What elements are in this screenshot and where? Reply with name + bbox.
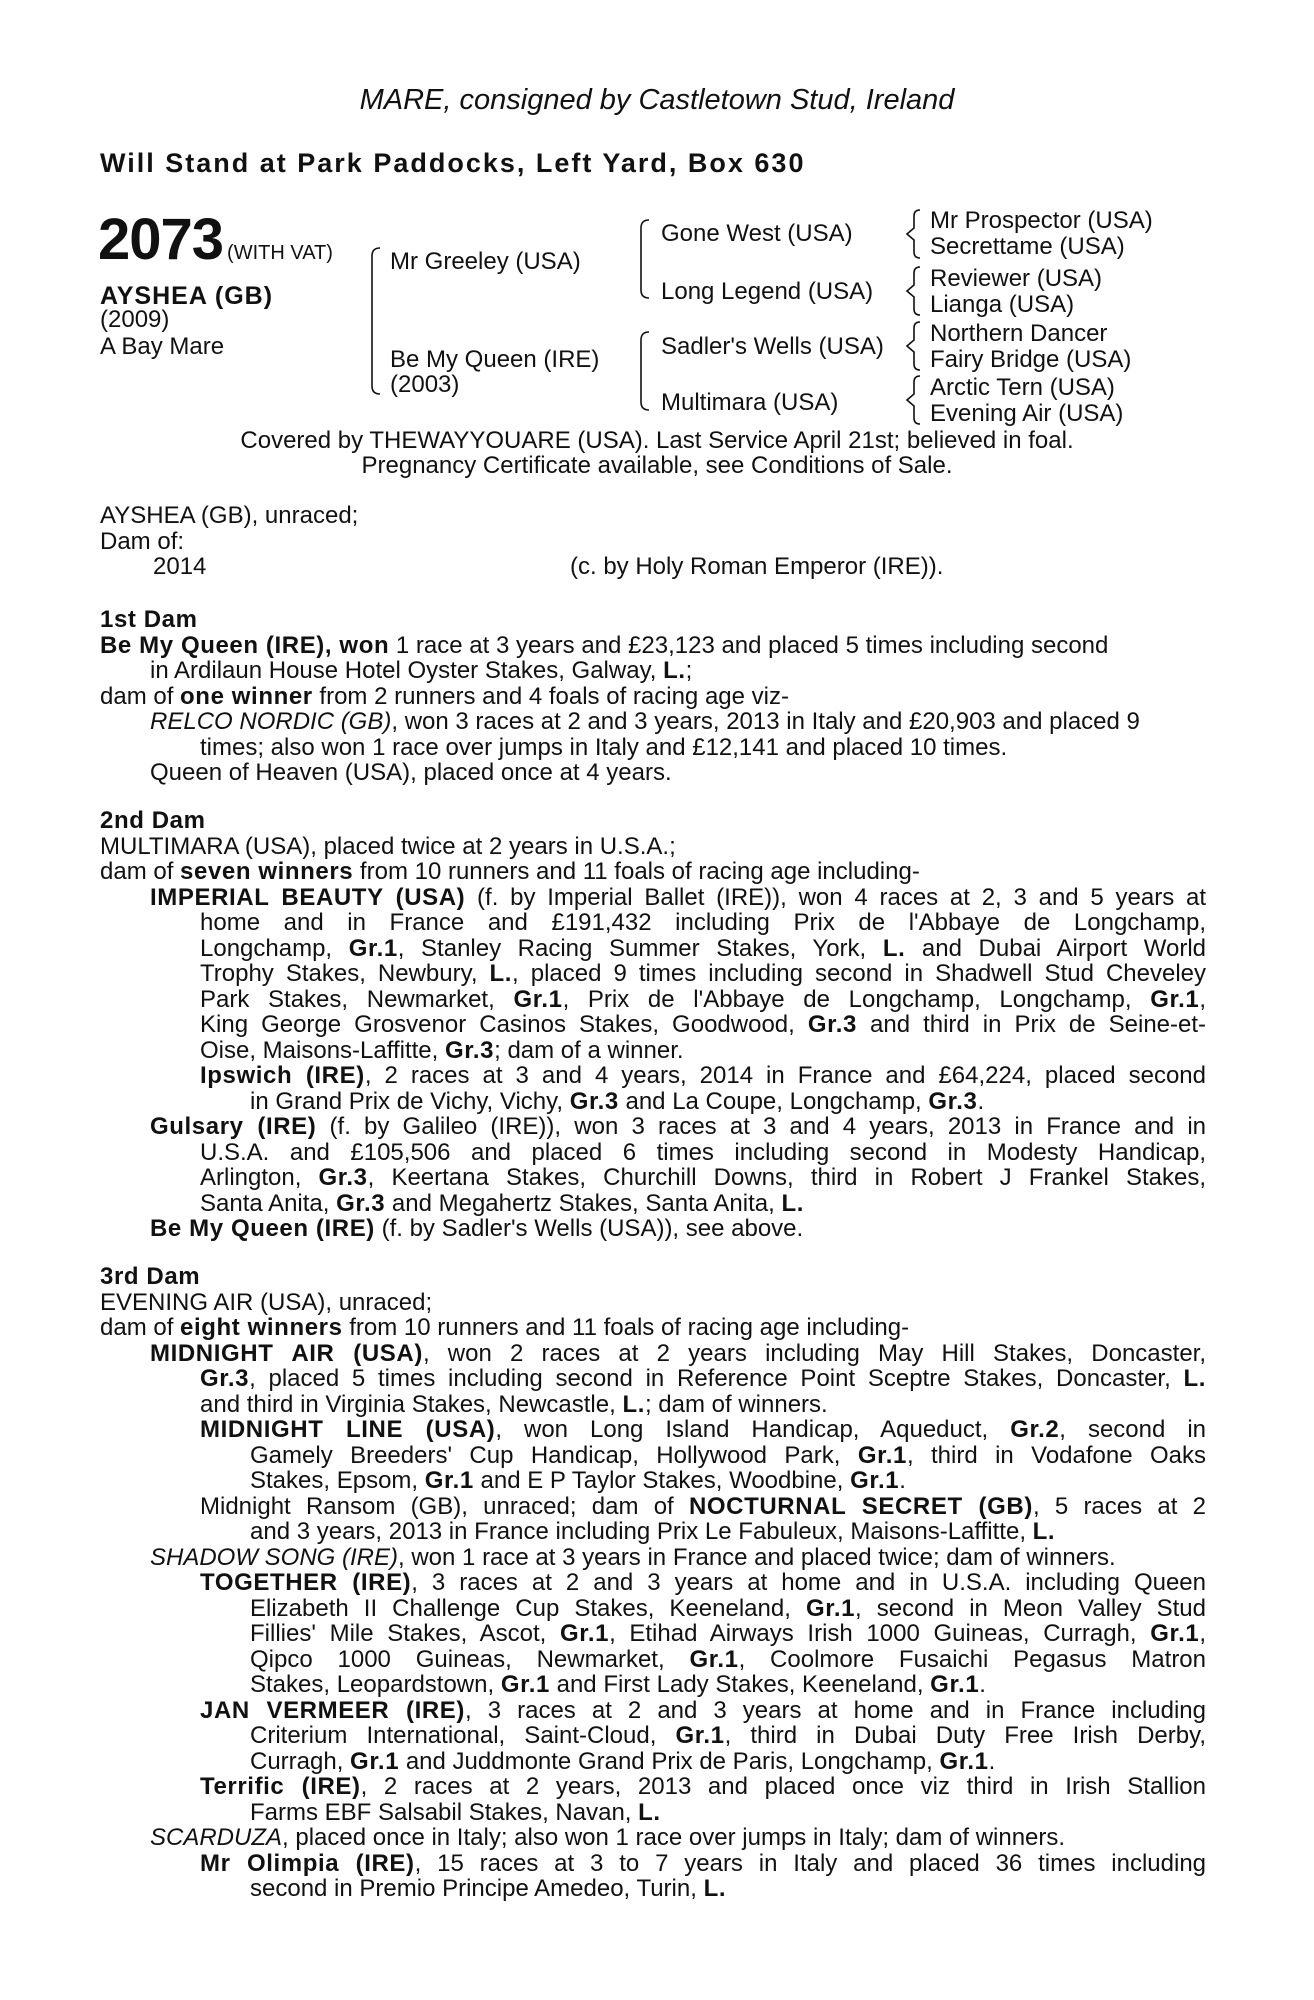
text-line: [100, 1038, 1206, 1064]
plain-text: , won 3 races at 2 and 3 years, 2013 in Italy and £20,903 and placed 9: [391, 708, 1140, 735]
text-line: [100, 1063, 1206, 1089]
bold-text: Gr.3: [318, 1164, 368, 1191]
pedigree-ss-dam: Secrettame (USA): [930, 233, 1125, 260]
plain-text: in Grand Prix de Vichy, Vichy,: [250, 1087, 570, 1115]
plain-text: second in Premio Principe Amedeo, Turin,: [250, 1875, 704, 1902]
pedigree-sd-dam: Lianga (USA): [930, 291, 1075, 318]
section-heading: 2nd Dam: [100, 807, 206, 834]
bold-text: Gr.1: [805, 1594, 856, 1622]
text-line: [100, 633, 1206, 659]
text-line: [100, 760, 1206, 786]
bold-text: Gr.1: [348, 934, 398, 962]
text-line: [100, 658, 1206, 684]
text-line: [100, 961, 1206, 987]
produce-record: [100, 503, 1206, 580]
text-line: [100, 1191, 1206, 1217]
bold-text: JAN VERMEER (IRE): [200, 1696, 465, 1724]
bold-text: L.: [1183, 1365, 1206, 1392]
pedigree-ss-sire: Mr Prospector (USA): [930, 207, 1153, 234]
plain-text: Trophy Stakes, Newbury,: [200, 960, 490, 987]
text-line: [100, 1290, 1206, 1316]
text-line: [100, 885, 1206, 911]
pedigree-brace-dam: [635, 330, 655, 414]
bold-text: Gr.1: [939, 1747, 989, 1775]
plain-text: (f. by Imperial Ballet (IRE)), won 4 races at 2, 3 and 5 years at: [465, 883, 1206, 911]
bold-text: L.: [781, 1189, 804, 1217]
lot-header: [98, 206, 333, 273]
pedigree-dd-sire: Arctic Tern (USA): [930, 374, 1115, 401]
bold-text: Be My Queen (IRE), won: [100, 631, 390, 659]
plain-text: Gamely Breeders' Cup Handicap, Hollywood Park,: [250, 1441, 858, 1469]
second-dam-section: [100, 808, 1206, 1242]
plain-text: , Prix de l'Abbaye de Longchamp, Longchamp,: [562, 985, 1151, 1013]
text-line: [100, 1851, 1206, 1877]
plain-text: , third in Dubai Duty Free Irish Derby,: [724, 1722, 1207, 1749]
italic-text: SCARDUZA: [150, 1824, 283, 1851]
plain-text: , 3 races at 2 and 3 years at home and in France including: [465, 1696, 1207, 1724]
text-line: [100, 684, 1206, 710]
text-line: [100, 1417, 1206, 1443]
text-line: [100, 1494, 1206, 1520]
plain-text: dam of: [100, 682, 181, 710]
pregnancy-note: Pregnancy Certificate available, see Conditions of Sale.: [361, 452, 953, 479]
plain-text: , 2 races at 3 and 4 years, 2014 in France and £64,224, placed second: [364, 1062, 1207, 1089]
text-line: [100, 1545, 1206, 1571]
bold-text: one winner: [180, 682, 313, 710]
plain-text: Santa Anita,: [200, 1189, 337, 1217]
bold-text: L.: [1032, 1518, 1056, 1545]
horse-description: A Bay Mare: [100, 333, 225, 360]
plain-text: and third in Prix de Seine-et-: [856, 1011, 1207, 1038]
third-dam-section: [100, 1264, 1206, 1902]
plain-text: , 2 races at 2 years, 2013 and placed once viz third in Irish Stallion: [360, 1773, 1206, 1800]
section-heading: 1st Dam: [100, 606, 198, 633]
text-line: [100, 1698, 1206, 1724]
bold-text: Gr.2: [1010, 1416, 1060, 1443]
plain-text: and Dubai Airport World: [905, 934, 1207, 962]
text-line: [100, 1647, 1206, 1673]
plain-text: , second in Meon Valley Stud: [855, 1594, 1206, 1622]
pedigree-dd-dam: Evening Air (USA): [930, 400, 1124, 427]
plain-text: and First Lady Stakes, Keeneland,: [549, 1671, 931, 1698]
text-line: [100, 1315, 1206, 1341]
pedigree-ds-dam: Fairy Bridge (USA): [930, 346, 1132, 373]
plain-text: ;: [685, 657, 693, 684]
bold-text: L.: [882, 934, 906, 962]
pedigree-brace-ds: [904, 320, 928, 374]
plain-text: 1 race at 3 years and £23,123 and placed 5 times including second: [389, 631, 1109, 659]
text-line: [100, 735, 1206, 761]
plain-text: , 15 races at 3 to 7 years in Italy and placed 36 times including: [414, 1849, 1207, 1877]
plain-text: and La Coupe, Longchamp,: [618, 1087, 929, 1115]
plain-text: U.S.A. and £105,506 and placed 6 times including second in Modesty Handicap,: [200, 1138, 1206, 1166]
text-line: [100, 1621, 1206, 1647]
pedigree-dam-sire: Sadler's Wells (USA): [661, 333, 884, 360]
covered-note: Covered by THEWAYYOUARE (USA). Last Service April 21st; believed in foal.: [240, 427, 1074, 454]
bold-text: Gr.3: [200, 1365, 250, 1392]
plain-text: ; dam of winners.: [644, 1390, 828, 1418]
bold-text: L.: [703, 1875, 727, 1902]
bold-text: Gr.1: [930, 1671, 980, 1698]
plain-text: (f. by Sadler's Wells (USA)), see above.: [374, 1215, 804, 1242]
text-line: [100, 1800, 1206, 1826]
bold-text: Ipswich (IRE): [200, 1062, 365, 1089]
plain-text: (f. by Galileo (IRE)), won 3 races at 3 and 4 years, 2013 in France and in: [316, 1113, 1206, 1140]
text-line: [100, 1672, 1206, 1698]
plain-text: , second in: [1059, 1416, 1206, 1443]
bold-text: L.: [663, 657, 686, 684]
text-line: [100, 1876, 1206, 1902]
plain-text: Elizabeth II Challenge Cup Stakes, Keeneland,: [250, 1594, 806, 1622]
plain-text: Stakes, Epsom,: [250, 1467, 425, 1494]
plain-text: from 2 runners and 4 foals of racing age viz-: [312, 682, 789, 710]
text-line: [100, 834, 1206, 860]
italic-text: RELCO NORDIC (GB): [150, 708, 392, 735]
bold-text: MIDNIGHT AIR (USA): [150, 1339, 423, 1367]
consignor-title: MARE, consigned by Castletown Stud, Ireland: [359, 84, 955, 116]
lot-number: 2073: [98, 207, 224, 272]
bold-text: MIDNIGHT LINE (USA): [200, 1416, 496, 1443]
plain-text: Fillies' Mile Stakes, Ascot,: [250, 1620, 560, 1647]
bold-text: eight winners: [180, 1314, 343, 1341]
bold-text: TOGETHER (IRE): [200, 1569, 412, 1596]
plain-text: and 3 years, 2013 in France including Prix Le Fabuleux, Maisons-Laffitte,: [250, 1518, 1033, 1545]
plain-text: EVENING AIR (USA), unraced;: [100, 1288, 433, 1316]
text-line: [100, 1165, 1206, 1191]
produce-foal-detail: (c. by Holy Roman Emperor (IRE)).: [570, 553, 944, 580]
text-line: [100, 936, 1206, 962]
bold-text: Mr Olimpia (IRE): [200, 1849, 415, 1877]
bold-text: L.: [622, 1390, 645, 1418]
plain-text: Arlington,: [200, 1164, 319, 1191]
italic-text: SHADOW SONG (IRE): [150, 1543, 399, 1571]
text-line: [100, 1216, 1206, 1242]
plain-text: , Keertana Stakes, Churchill Downs, third in Robert J Frankel Stakes,: [367, 1164, 1206, 1191]
bold-text: Gr.3: [336, 1189, 386, 1217]
bold-text: Gr.1: [424, 1467, 474, 1494]
plain-text: and E P Taylor Stakes, Woodbine,: [473, 1467, 851, 1494]
pedigree-brace-ss: [904, 208, 928, 262]
produce-line: Dam of:: [100, 527, 185, 555]
bold-text: Gr.1: [1150, 1620, 1200, 1647]
pedigree-sire-sire: Gone West (USA): [661, 220, 853, 247]
plain-text: , won 1 race at 3 years in France and placed twice; dam of winners.: [398, 1543, 1116, 1571]
text-line: [100, 1114, 1206, 1140]
plain-text: ,: [1199, 1620, 1207, 1647]
bold-text: Gr.1: [1150, 985, 1200, 1013]
text-line: [100, 1089, 1206, 1115]
plain-text: Midnight Ransom (GB), unraced; dam of: [200, 1492, 689, 1520]
plain-text: and third in Virginia Stakes, Newcastle,: [200, 1390, 623, 1418]
bold-text: Gr.1: [857, 1441, 907, 1469]
text-line: [100, 1596, 1206, 1622]
plain-text: , placed once in Italy; also won 1 race over jumps in Italy; dam of winners.: [282, 1824, 1066, 1851]
produce-line: AYSHEA (GB), unraced;: [100, 502, 359, 529]
plain-text: , Etihad Airways Irish 1000 Guineas, Curragh,: [609, 1620, 1151, 1647]
plain-text: and Juddmonte Grand Prix de Paris, Longchamp,: [399, 1747, 940, 1775]
pedigree-dam-year: (2003): [390, 371, 460, 398]
bold-text: Gr.1: [850, 1467, 900, 1494]
bold-text: IMPERIAL BEAUTY (USA): [150, 883, 466, 911]
plain-text: ; dam of a winner.: [494, 1036, 684, 1064]
text-line: [100, 1443, 1206, 1469]
text-line: [100, 1825, 1206, 1851]
plain-text: , third in Vodafone Oaks: [906, 1441, 1206, 1469]
bold-text: Gr.1: [500, 1671, 550, 1698]
plain-text: , 5 races at 2: [1032, 1492, 1206, 1520]
plain-text: .: [979, 1671, 986, 1698]
plain-text: .: [988, 1747, 996, 1775]
bold-text: Gulsary (IRE): [150, 1113, 317, 1140]
text-line: [100, 1140, 1206, 1166]
bold-text: Terrific (IRE): [200, 1773, 361, 1800]
pedigree-sire-dam: Long Legend (USA): [661, 278, 874, 305]
text-line: [100, 910, 1206, 936]
plain-text: , won Long Island Handicap, Aqueduct,: [495, 1416, 1011, 1443]
pedigree-dam-dam: Multimara (USA): [661, 389, 839, 416]
bold-text: Gr.3: [807, 1011, 857, 1038]
text-line: [100, 1570, 1206, 1596]
text-line: [100, 1341, 1206, 1367]
plain-text: Criterium International, Saint-Cloud,: [250, 1722, 676, 1749]
plain-text: home and in France and £191,432 including Prix de l'Abbaye de Longchamp,: [200, 909, 1206, 936]
pedigree-sd-sire: Reviewer (USA): [930, 265, 1103, 292]
plain-text: ,: [1199, 985, 1206, 1013]
plain-text: , won 2 races at 2 years including May Hill Stakes, Doncaster,: [422, 1339, 1206, 1367]
text-line: [100, 1012, 1206, 1038]
plain-text: Queen of Heaven (USA), placed once at 4 years.: [150, 759, 672, 786]
bold-text: Gr.1: [559, 1620, 610, 1647]
bold-text: Gr.1: [513, 985, 563, 1013]
plain-text: Stakes, Leopardstown,: [250, 1671, 501, 1698]
bold-text: Gr.1: [689, 1645, 739, 1673]
horse-name: AYSHEA (GB): [100, 282, 274, 310]
pedigree-brace-dd: [904, 374, 928, 428]
text-line: [100, 987, 1206, 1013]
pedigree-brace-sd: [904, 265, 928, 319]
plain-text: Farms EBF Salsabil Stakes, Navan,: [250, 1798, 639, 1826]
plain-text: , Coolmore Fusaichi Pegasus Matron: [738, 1645, 1207, 1673]
pedigree-brace-gen1: [366, 246, 386, 396]
bold-text: Gr.1: [675, 1722, 725, 1749]
text-line: [100, 709, 1206, 735]
stand-location: Will Stand at Park Paddocks, Left Yard, Box 630: [100, 148, 806, 178]
plain-text: and Megahertz Stakes, Santa Anita,: [385, 1189, 782, 1217]
plain-text: , 3 races at 2 and 3 years at home and in U.S.A. including Queen: [411, 1569, 1206, 1596]
produce-foal-row: [100, 554, 1206, 580]
plain-text: , placed 5 times including second in Reference Point Sceptre Stakes, Doncaster,: [249, 1365, 1184, 1392]
bold-text: L.: [489, 960, 513, 987]
bold-text: Gr.3: [569, 1087, 619, 1115]
plain-text: from 10 runners and 11 foals of racing age including-: [342, 1314, 910, 1341]
plain-text: Oise, Maisons-Laffitte,: [200, 1036, 445, 1064]
plain-text: Park Stakes, Newmarket,: [200, 985, 514, 1013]
plain-text: .: [977, 1087, 985, 1115]
plain-text: King George Grosvenor Casinos Stakes, Goodwood,: [200, 1011, 808, 1038]
plain-text: in Ardilaun House Hotel Oyster Stakes, Galway,: [150, 657, 664, 684]
plain-text: from 10 runners and 11 foals of racing age including-: [353, 858, 920, 885]
plain-text: times; also won 1 race over jumps in Italy and £12,141 and placed 10 times.: [200, 733, 1008, 761]
plain-text: Curragh,: [250, 1747, 351, 1775]
text-line: [100, 1366, 1206, 1392]
plain-text: , placed 9 times including second in Shadwell Stud Cheveley: [512, 960, 1206, 987]
produce-foal-year: 2014: [153, 553, 207, 580]
pedigree-ds-sire: Northern Dancer: [930, 320, 1108, 347]
plain-text: dam of: [100, 1314, 181, 1341]
plain-text: dam of: [100, 858, 181, 885]
pedigree-sire: Mr Greeley (USA): [390, 248, 581, 275]
bold-text: seven winners: [180, 858, 354, 885]
text-line: [100, 1468, 1206, 1494]
pedigree-brace-sire: [635, 218, 655, 302]
first-dam-section: [100, 607, 1206, 786]
bold-text: L.: [638, 1798, 661, 1826]
bold-text: Gr.3: [445, 1036, 495, 1064]
plain-text: Longchamp,: [200, 934, 349, 962]
text-line: [100, 1392, 1206, 1418]
vat-note: (WITH VAT): [227, 242, 333, 264]
text-line: [100, 1749, 1206, 1775]
plain-text: .: [899, 1467, 906, 1494]
bold-text: NOCTURNAL SECRET (GB): [688, 1492, 1033, 1520]
plain-text: Qipco 1000 Guineas, Newmarket,: [250, 1645, 690, 1673]
bold-text: Gr.1: [350, 1747, 400, 1775]
bold-text: Be My Queen (IRE): [150, 1215, 375, 1242]
text-line: [100, 859, 1206, 885]
horse-year: (2009): [100, 306, 170, 333]
plain-text: , Stanley Racing Summer Stakes, York,: [397, 934, 883, 962]
text-line: [100, 1723, 1206, 1749]
text-line: [100, 1774, 1206, 1800]
bold-text: Gr.3: [928, 1087, 978, 1115]
text-line: [100, 1519, 1206, 1545]
pedigree-dam: Be My Queen (IRE): [390, 346, 600, 373]
section-heading: 3rd Dam: [100, 1263, 201, 1290]
plain-text: MULTIMARA (USA), placed twice at 2 years in U.S.A.;: [100, 832, 676, 860]
